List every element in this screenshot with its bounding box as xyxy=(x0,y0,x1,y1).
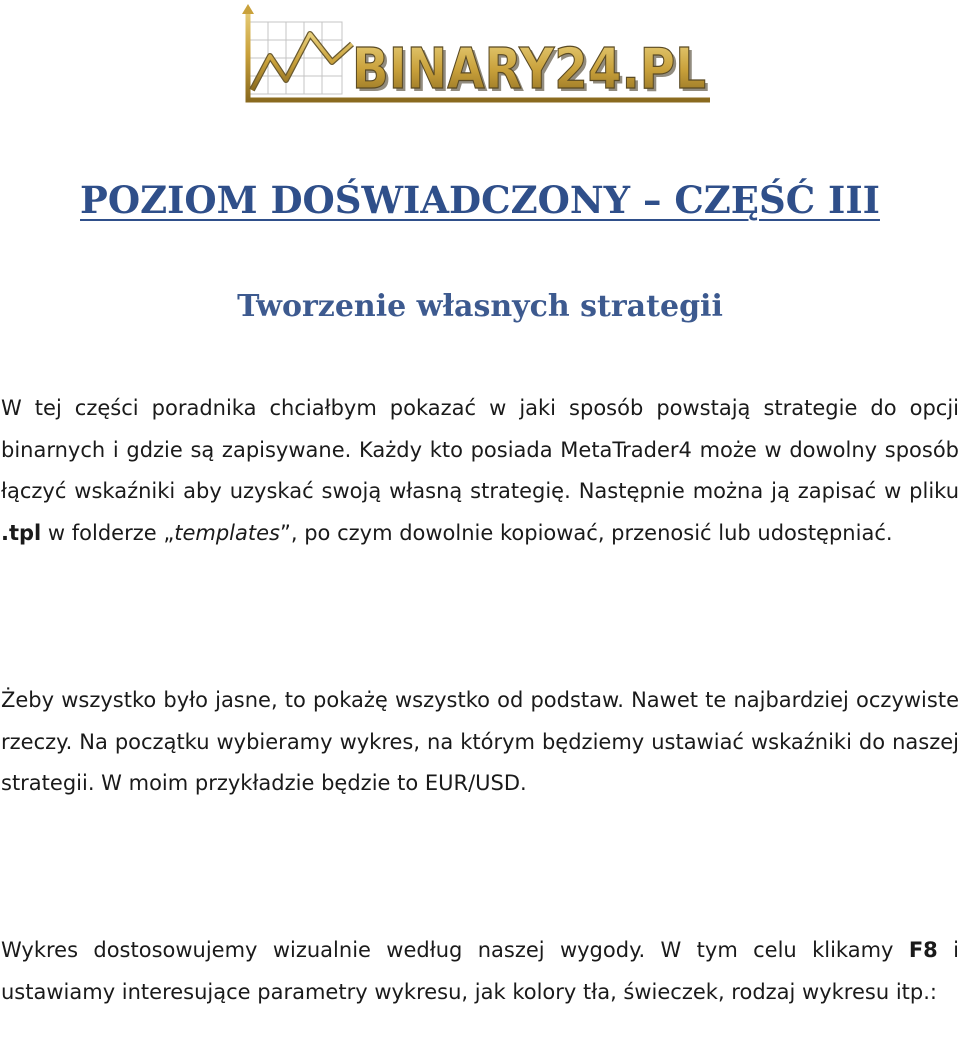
paragraph-basics: Żeby wszystko było jasne, to pokażę wszystko od podstaw. Nawet te najbardziej oczywiste rzeczy. Na początku wybieramy wykres, na którym będziemy ustawiać wskaźniki do naszej strategii. W moim przykładzie będzie to EUR/USD. xyxy=(1,688,959,795)
paragraph-chart-settings-text: Wykres dostosowujemy wizualnie według naszej wygody. W tym celu klikamy xyxy=(1,938,909,962)
page-title-text: POZIOM DOŚWIADCZONY – CZĘŚĆ III xyxy=(80,178,880,222)
logo-chart-grid-icon xyxy=(240,4,716,112)
paragraph-intro-between: w folderze „ xyxy=(41,520,175,545)
key-f8: F8 xyxy=(908,938,938,962)
paragraph-intro xyxy=(1,388,959,554)
logo-text-shadow: BINARY24.PL xyxy=(355,40,709,105)
section-subtitle: Tworzenie własnych strategii xyxy=(237,289,723,324)
paragraph-intro-text: W tej części poradnika chciałbym pokazać w jaki sposób powstają strategie do opcji binarnych i gdzie są zapisywane. Każdy kto posiada MetaTrader4 może w dowolny sposób łączyć wskaźniki aby uzyskać swoją własną strategię. Następnie można ją zapisać w pliku xyxy=(1,396,959,503)
paragraph-chart-settings-after: i ustawiamy interesujące parametry wykresu, jak kolory tła, świeczek, rodzaj wykresu itp.: xyxy=(1,938,959,1004)
file-extension-tpl: .tpl xyxy=(1,520,42,545)
folder-name-templates: templates xyxy=(174,520,280,545)
logo-text: BINARY24.PL xyxy=(352,37,706,102)
paragraph-intro-after: ”, po czym dowolnie kopiować, przenosić lub udostępniać. xyxy=(279,520,893,545)
paragraph-chart-settings xyxy=(1,930,959,1013)
brand-logo xyxy=(240,4,716,112)
page-title xyxy=(0,172,960,228)
